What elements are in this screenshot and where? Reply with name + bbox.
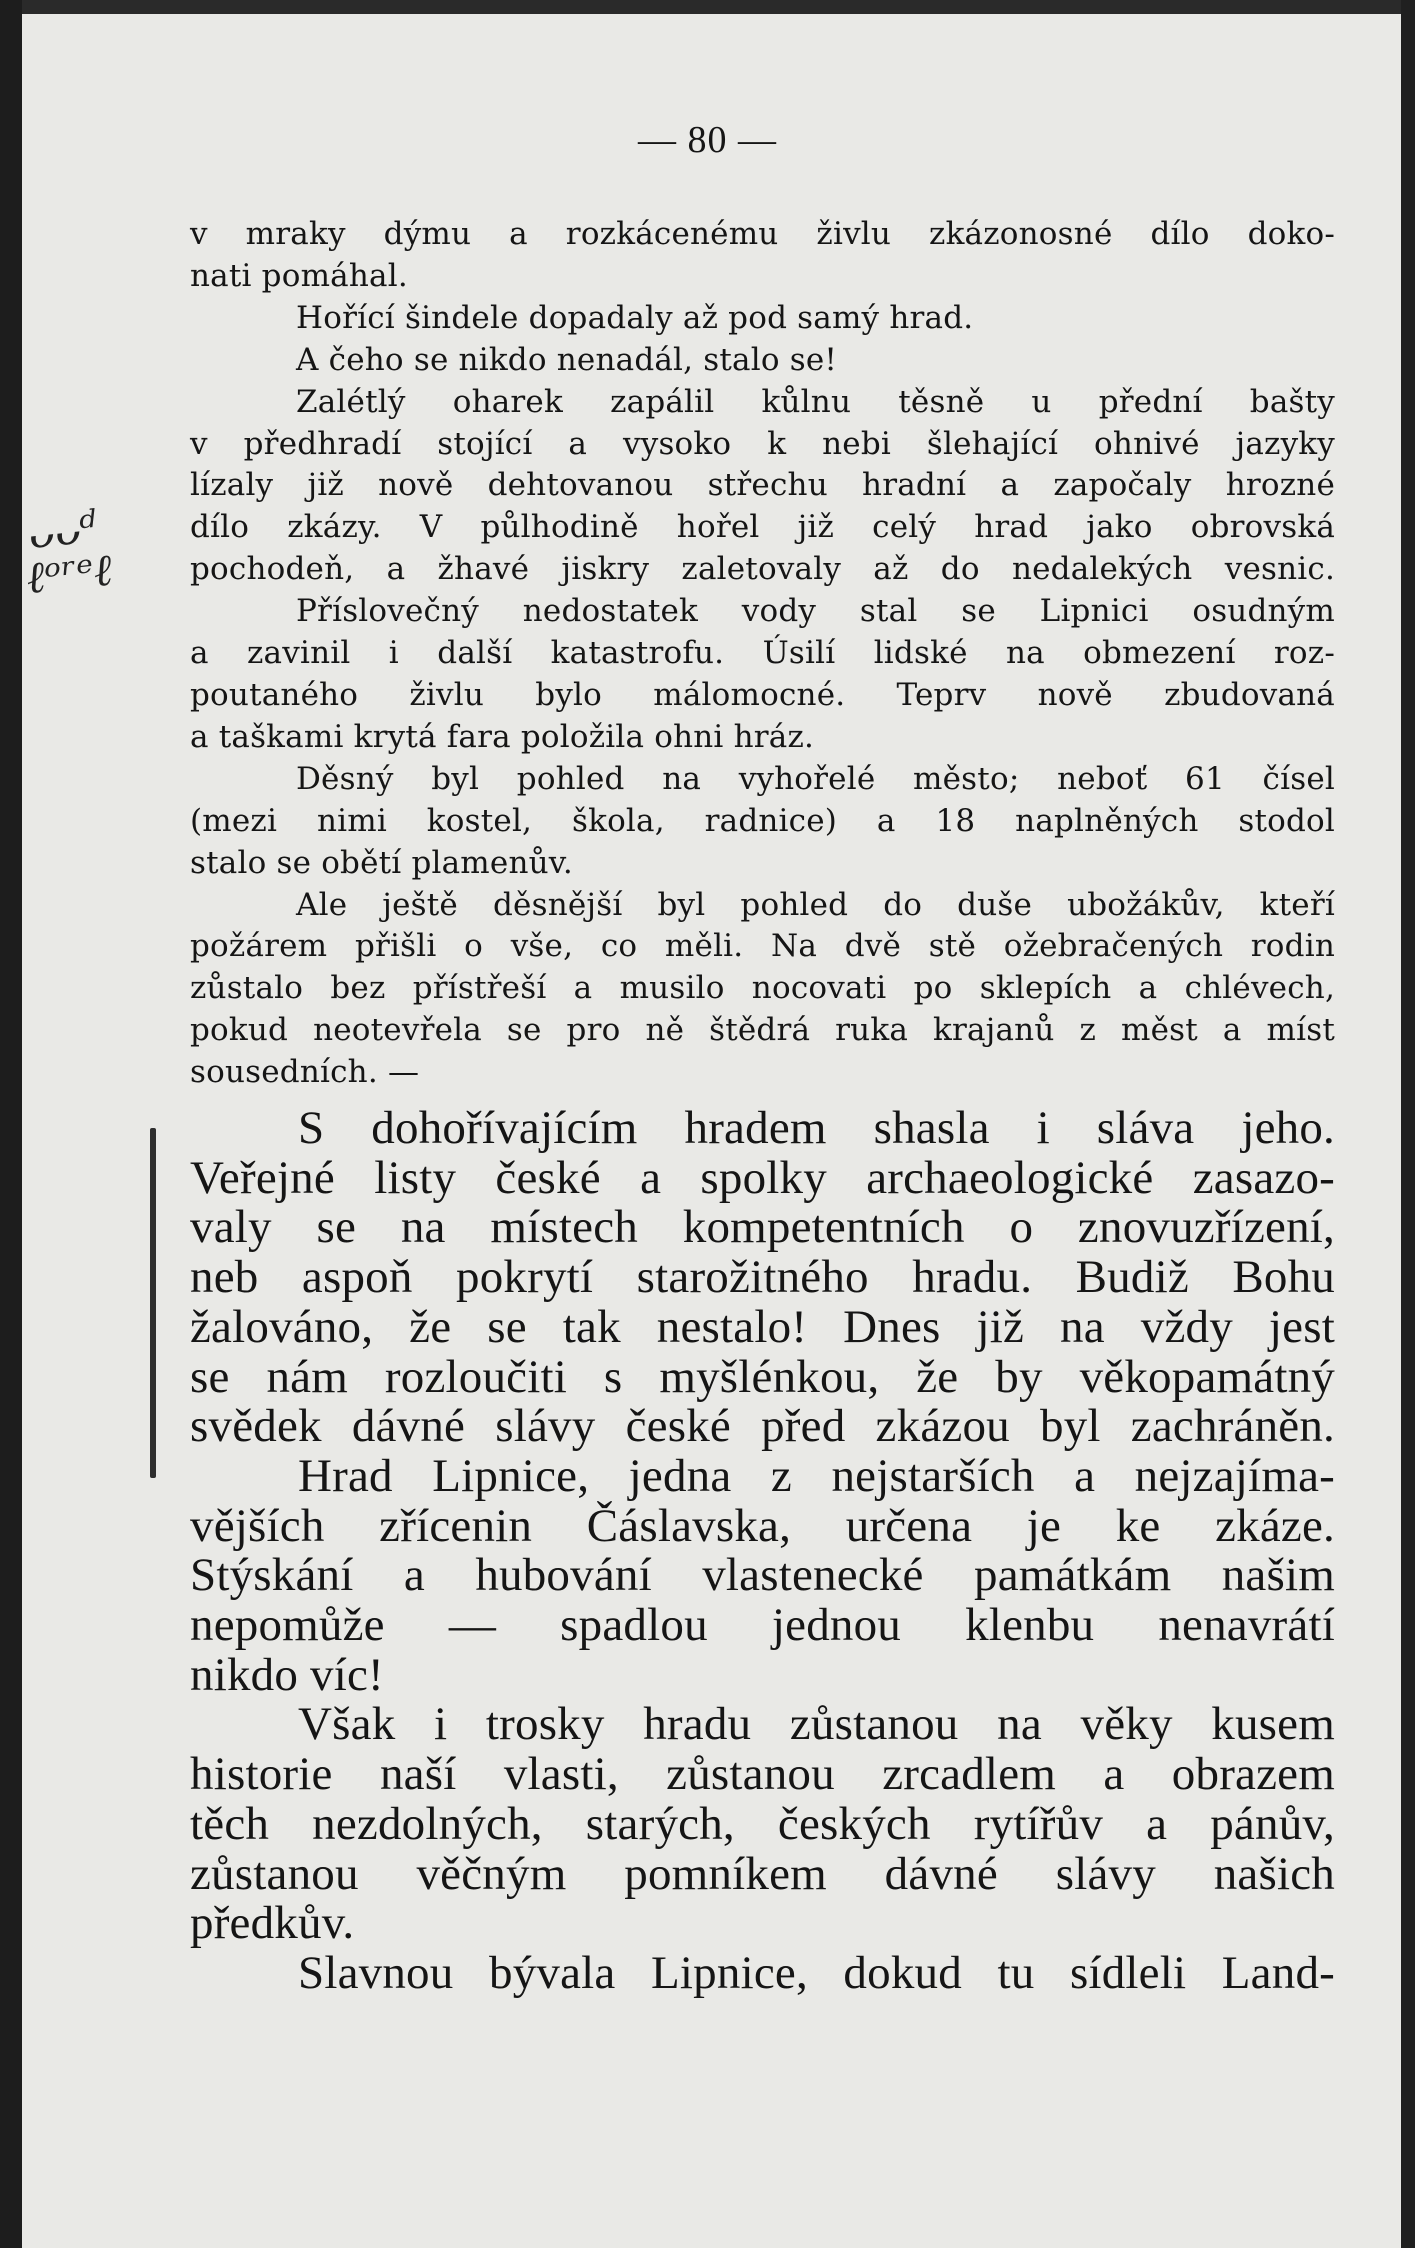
text-line: neb aspoň pokrytí starožitného hradu. Budiž Bohu bbox=[190, 1251, 1335, 1304]
text-line: Ale ještě děsnější byl pohled do duše ubožákův, kteří bbox=[296, 886, 1335, 923]
text-line: pochodeň, a žhavé jiskry zaletovaly až do nedalekých vesnic. bbox=[190, 551, 1335, 588]
text-line: Slavnou bývala Lipnice, dokud tu sídleli Land- bbox=[298, 1946, 1335, 1999]
scan-edge-top bbox=[0, 0, 1415, 14]
handwritten-margin-note: ℓᵒʳᵉℓ bbox=[23, 544, 115, 605]
text-line: Stýskání a hubování vlastenecké památkám našim bbox=[190, 1549, 1335, 1602]
text-line: Příslovečný nedostatek vody stal se Lipnici osudným bbox=[296, 593, 1335, 630]
text-line: a taškami krytá fara položila ohni hráz. bbox=[190, 718, 815, 755]
page-number: — 80 — bbox=[638, 119, 777, 161]
text-line: stalo se obětí plamenův. bbox=[190, 844, 573, 881]
text-line: nepomůže — spadlou jednou klenbu nenavrátí bbox=[190, 1599, 1335, 1652]
text-line: poutaného živlu bylo málomocné. Teprv nově zbudovaná bbox=[190, 676, 1335, 713]
text-line: se nám rozloučiti s myšlénkou, že by věkopamátný bbox=[190, 1350, 1335, 1403]
text-line: valy se na místech kompetentních o znovuzřízení, bbox=[190, 1201, 1335, 1254]
text-line: v mraky dýmu a rozkácenému živlu zkázonosné dílo doko- bbox=[190, 216, 1335, 252]
text-line: S dohořívajícím hradem shasla i sláva jeho. bbox=[298, 1102, 1335, 1154]
text-line: žalováno, že se tak nestalo! Dnes již na vždy jest bbox=[190, 1300, 1335, 1353]
text-line: zůstanou věčným pomníkem dávné slávy našich bbox=[190, 1847, 1335, 1900]
body-text-large bbox=[190, 1104, 1335, 1999]
text-line: Hořící šindele dopadaly až pod samý hrad. bbox=[296, 299, 974, 336]
text-line: dílo zkázy. V půlhodině hořel již celý hrad jako obrovská bbox=[190, 509, 1335, 546]
handwritten-margin-note: ᴗᴗᵈ bbox=[23, 501, 100, 560]
scan-edge-right bbox=[1401, 0, 1415, 2248]
scan-edge-left bbox=[0, 0, 22, 2248]
text-line: těch nezdolných, starých, českých rytířův a pánův, bbox=[190, 1797, 1335, 1850]
text-line: A čeho se nikdo nenadál, stalo se! bbox=[296, 341, 838, 378]
text-line: Hrad Lipnice, jedna z nejstarších a nejzajíma- bbox=[298, 1449, 1335, 1502]
text-line: nati pomáhal. bbox=[190, 257, 408, 294]
text-line: pokud neotevřela se pro ně štědrá ruka krajanů z měst a míst bbox=[190, 1012, 1335, 1049]
text-line: historie naší vlasti, zůstanou zrcadlem a obrazem bbox=[190, 1748, 1335, 1801]
body-text-small bbox=[190, 214, 1335, 1094]
text-line: sousedních. — bbox=[190, 1054, 420, 1091]
text-line: Děsný byl pohled na vyhořelé město; neboť 61 čísel bbox=[296, 760, 1335, 797]
text-line: zůstalo bez přístřeší a musilo nocovati po sklepích a chlévech, bbox=[190, 970, 1335, 1007]
text-line: požárem přišli o vše, co měli. Na dvě stě ožebračených rodin bbox=[190, 928, 1335, 965]
text-line: vějších zřícenin Čáslavska, určena je ke zkáze. bbox=[190, 1499, 1335, 1552]
text-line: Však i trosky hradu zůstanou na věky kusem bbox=[298, 1698, 1335, 1751]
text-line: nikdo víc! bbox=[190, 1648, 384, 1701]
text-line: předkův. bbox=[190, 1897, 355, 1950]
text-line: (mezi nimi kostel, škola, radnice) a 18 naplněných stodol bbox=[190, 802, 1335, 839]
text-line: lízaly již nově dehtovanou střechu hradní a započaly hrozné bbox=[190, 467, 1335, 504]
text-line: svědek dávné slávy české před zkázou byl zachráněn. bbox=[190, 1400, 1335, 1453]
text-line: a zavinil i další katastrofu. Úsilí lidské na obmezení roz- bbox=[190, 635, 1335, 672]
text-line: Veřejné listy české a spolky archaeologické zasazo- bbox=[190, 1151, 1335, 1204]
text-line: Zalétlý oharek zapálil kůlnu těsně u přední bašty bbox=[296, 383, 1335, 420]
margin-bar-mark bbox=[150, 1128, 156, 1478]
text-line: v předhradí stojící a vysoko k nebi šlehající ohnivé jazyky bbox=[190, 425, 1335, 462]
